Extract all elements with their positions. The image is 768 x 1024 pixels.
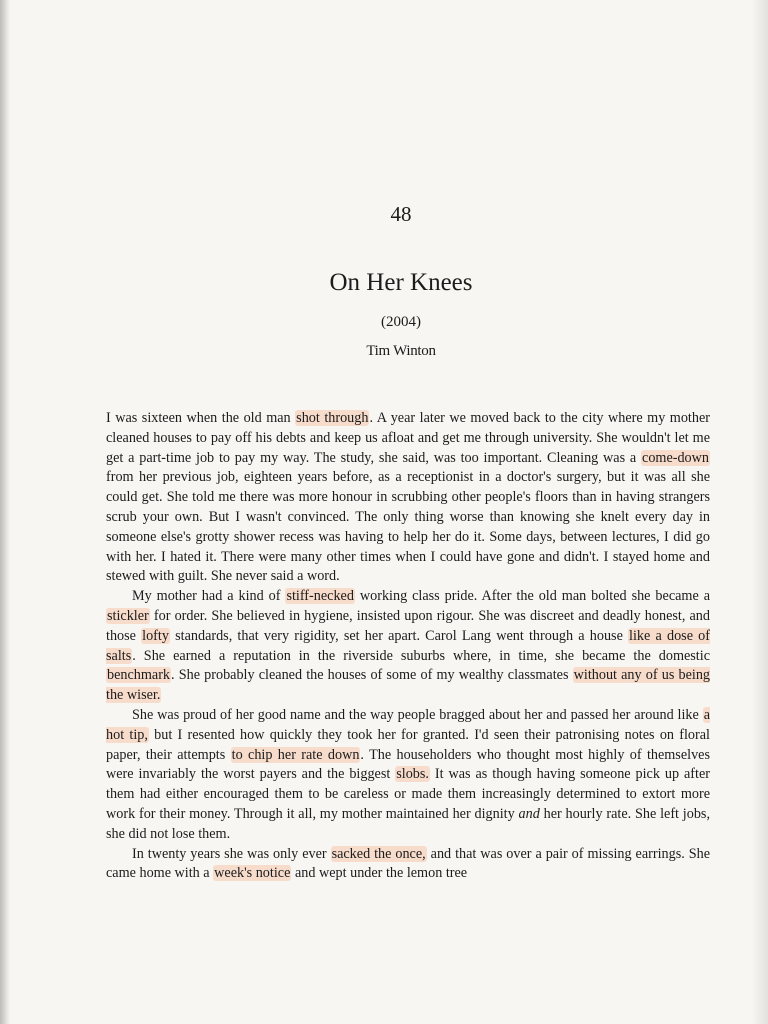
body-text bbox=[106, 409, 710, 884]
text-run: from her previous job, eighteen years before, as a receptionist in a doctor's surgery, but it was all she could get. She told me there was more honour in scrubbing other people's floors than in having strangers scrub your own. But I wasn't convinced. The only thing worse than knowing she knelt every day in someone else's grotty shower recess was having to help her do it. Some days, between lectures, I did go with her. I hated it. There were many other times when I could have gone and didn't. I stayed home and stewed with guilt. She never said a word. bbox=[106, 469, 710, 585]
highlighted-phrase: sacked the once, bbox=[331, 845, 426, 862]
highlighted-phrase: slobs. bbox=[396, 766, 429, 783]
paragraph bbox=[106, 706, 710, 845]
text-run: It was as though having someone pick up after them had either encouraged them to be careless or made them increasingly determined to extort more work for their money. Through it all, my mother maintained her dignity bbox=[106, 766, 710, 822]
highlighted-phrase: a hot tip, bbox=[106, 706, 710, 743]
highlighted-phrase: benchmark bbox=[107, 667, 171, 684]
text-run: I was sixteen when the old man bbox=[106, 410, 296, 426]
text-run: She was proud of her good name and the way people bragged about her and passed her around like bbox=[132, 706, 703, 723]
text-run: and that was over a pair of missing earrings. She came home with a bbox=[106, 845, 710, 882]
text-run: . The householders who thought most highly of themselves were invariably the worst payers and the biggest bbox=[106, 746, 710, 783]
chapter-title: On Her Knees bbox=[329, 269, 473, 296]
text-run: . She earned a reputation in the riverside suburbs where, in time, she became the domestic bbox=[132, 647, 710, 664]
text-run: for order. She believed in hygiene, insisted upon rigour. She was discreet and deadly honest, and those bbox=[106, 607, 710, 644]
paragraph bbox=[106, 587, 710, 706]
text-run: standards, that very rigidity, set her apart. Carol Lang went through a house bbox=[169, 627, 629, 644]
chapter-number: 48 bbox=[390, 202, 412, 226]
highlighted-phrase: stiff-necked bbox=[286, 588, 354, 605]
highlighted-phrase: lofty bbox=[142, 627, 169, 644]
text-run: . A year later we moved back to the city where my mother cleaned houses to pay off his debts and keep us afloat and get me through university. She wouldn't let me get a part-time job to pay my way. The study, she said, was too important. Cleaning was a bbox=[106, 410, 710, 466]
text-run: My mother had a kind of bbox=[132, 588, 286, 605]
text-run: . She probably cleaned the houses of some of my wealthy classmates bbox=[171, 667, 573, 684]
text-run: and wept under the lemon tree bbox=[291, 865, 468, 882]
text-run: In twenty years she was only ever bbox=[132, 845, 331, 862]
text-run: working class pride. After the old man bolted she became a bbox=[354, 588, 711, 605]
italic-word: and bbox=[518, 805, 540, 822]
highlighted-phrase: to chip her rate down bbox=[231, 746, 360, 763]
chapter-author: Tim Winton bbox=[366, 343, 436, 359]
paragraph bbox=[106, 409, 710, 587]
text-run: her hourly rate. She left jobs, she did not lose them. bbox=[106, 805, 710, 842]
highlighted-phrase: week's notice bbox=[214, 865, 291, 882]
chapter-year: (2004) bbox=[381, 314, 421, 330]
highlighted-phrase: shot through bbox=[296, 410, 369, 426]
highlighted-phrase: stickler bbox=[107, 607, 149, 624]
page-edge-shadow-right bbox=[752, 0, 768, 1024]
text-run: but I resented how quickly they took her for granted. I'd seen their patronising notes on floral paper, their attempts bbox=[106, 726, 710, 763]
highlighted-phrase: like a dose of salts bbox=[106, 627, 710, 664]
paragraph bbox=[106, 845, 710, 885]
highlighted-phrase: without any of us being the wiser. bbox=[106, 667, 711, 704]
highlighted-phrase: come-down bbox=[642, 449, 709, 466]
page-edge-shadow-left bbox=[0, 0, 10, 1024]
